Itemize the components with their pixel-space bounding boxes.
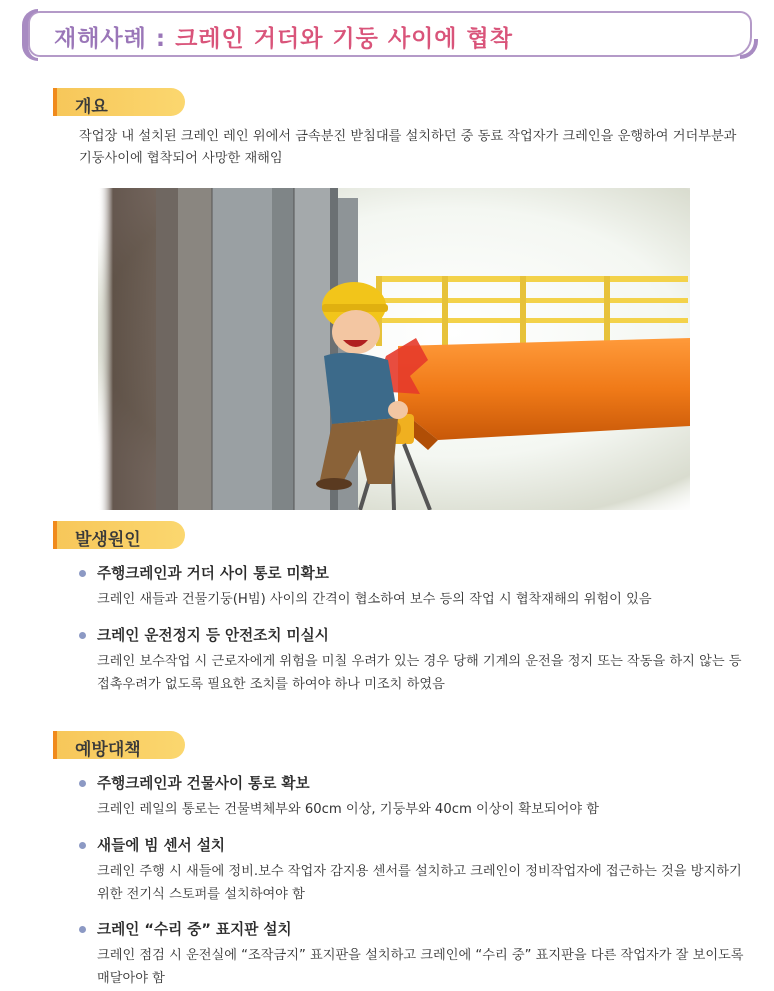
section-heading: 발생원인 (75, 530, 141, 550)
title-main: 크레인 거더와 기둥 사이에 협착 (175, 26, 513, 52)
title-bracket-decoration (22, 9, 38, 61)
accident-illustration (98, 188, 690, 510)
bullet-icon (79, 570, 86, 577)
bullet-icon (79, 632, 86, 639)
section-heading: 개요 (75, 97, 108, 117)
section-header-prevention (53, 731, 185, 759)
bullet-icon (79, 780, 86, 787)
prevention-desc: 크레인 점검 시 운전실에 “조작금지” 표지판을 설치하고 크레인에 “수리 중” 표지판을 다른 작업자가 잘 보이도록 매달아야 함 (97, 948, 744, 986)
prevention-title: 크레인 “수리 중” 표지판 설치 (97, 921, 292, 938)
prevention-desc: 크레인 주행 시 새들에 정비.보수 작업자 감지용 센서를 설치하고 크레인이 정비작업자에 접근하는 것을 방지하기 위한 전기식 스토퍼를 설치하여야 함 (97, 864, 742, 902)
overview-text: 작업장 내 설치된 크레인 레인 위에서 금속분진 받침대를 설치하던 중 동료 작업자가 크레인을 운행하여 거더부분과 기둥사이에 협착되어 사망한 재해임 (79, 129, 737, 166)
title-banner (22, 11, 758, 65)
cause-title: 주행크레인과 거더 사이 통로 미확보 (97, 565, 329, 582)
section-heading: 예방대책 (75, 740, 141, 760)
cause-desc: 크레인 새들과 건물기둥(H빔) 사이의 간격이 협소하여 보수 등의 작업 시 협착재해의 위험이 있음 (97, 592, 652, 607)
page-title (54, 20, 513, 53)
bullet-icon (79, 842, 86, 849)
section-header-causes (53, 521, 185, 549)
prevention-title: 주행크레인과 건물사이 통로 확보 (97, 775, 310, 792)
prevention-title: 새들에 빔 센서 설치 (97, 837, 226, 854)
cause-title: 크레인 운전정지 등 안전조치 미실시 (97, 627, 329, 644)
bullet-icon (79, 926, 86, 933)
section-header-overview (53, 88, 185, 116)
title-curl-decoration (740, 39, 758, 59)
prevention-desc: 크레인 레일의 통로는 건물벽체부와 60cm 이상, 기둥부와 40cm 이상이 확보되어야 함 (97, 802, 600, 817)
title-prefix: 재해사례 : (54, 26, 176, 52)
cause-desc: 크레인 보수작업 시 근로자에게 위험을 미칠 우려가 있는 경우 당해 기계의 운전을 정지 또는 작동을 하지 않는 등 접촉우려가 없도록 필요한 조치를 하여야 하나 미조치 하였음 (97, 654, 742, 692)
